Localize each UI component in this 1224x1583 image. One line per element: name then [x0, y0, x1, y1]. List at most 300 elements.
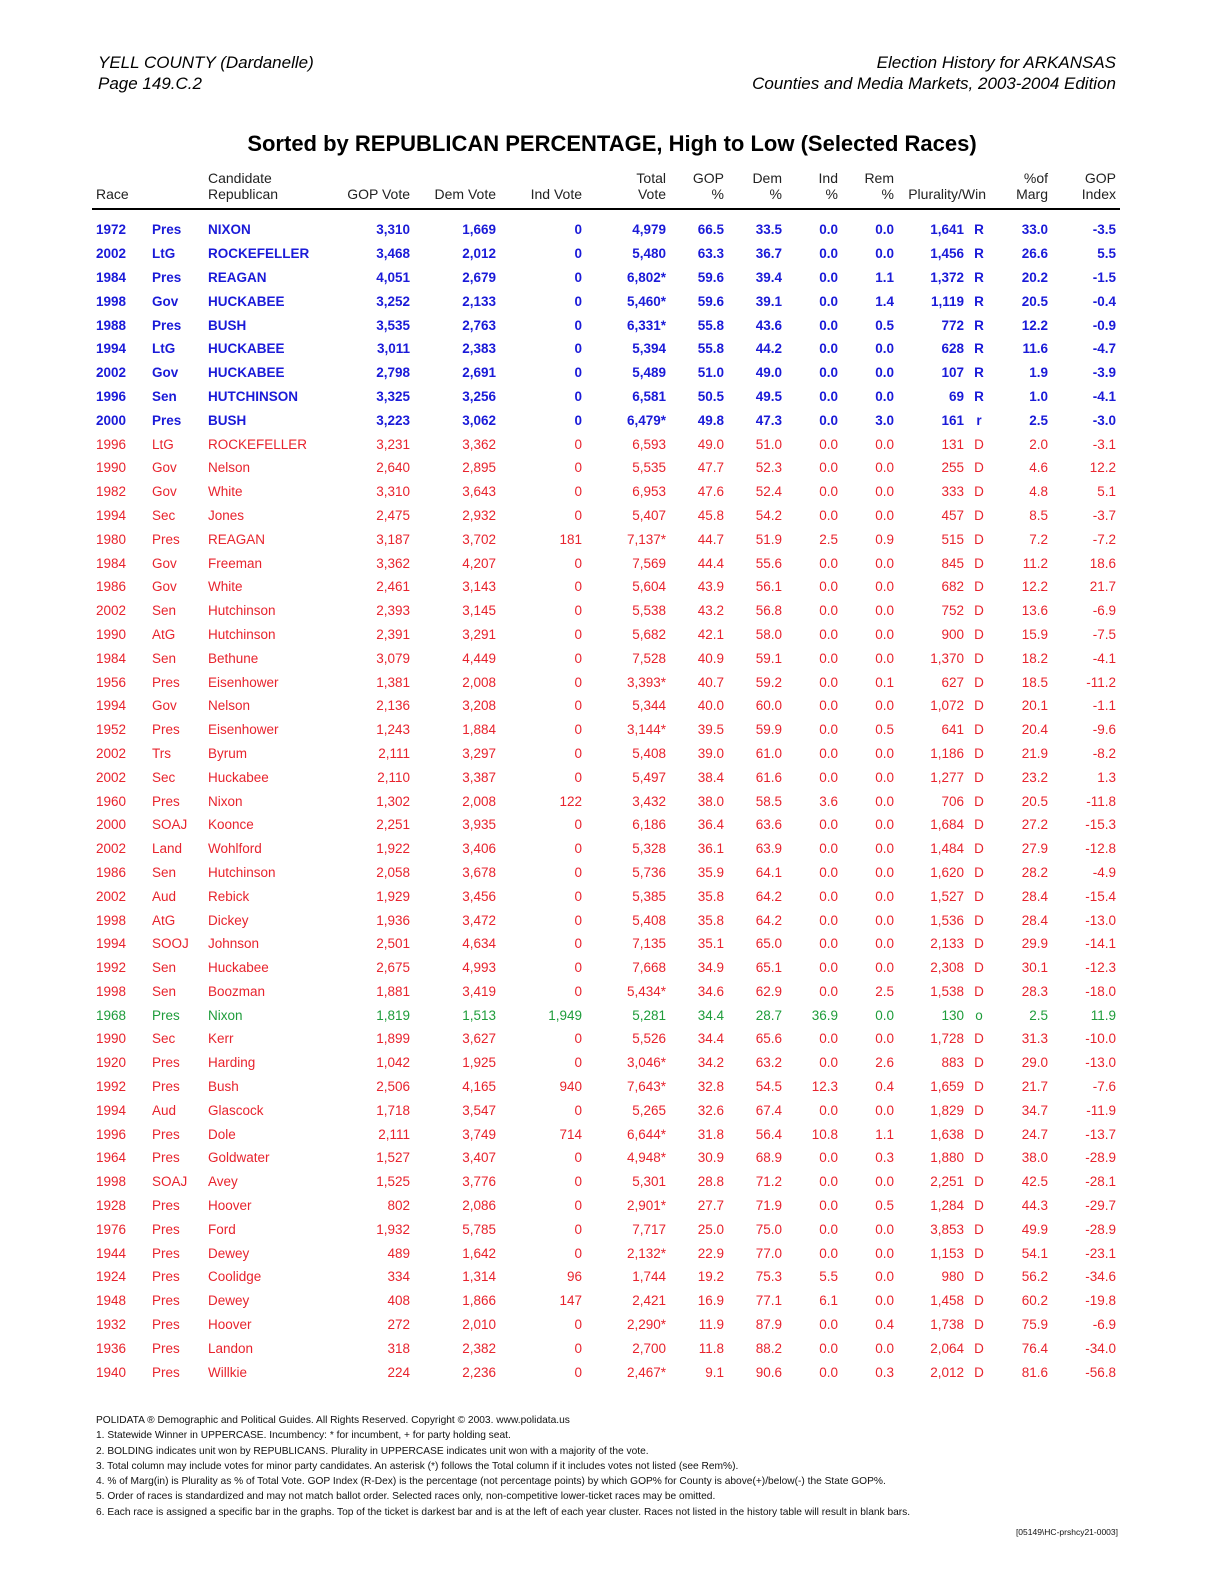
row-year: 2002 [96, 745, 127, 761]
row-office: Sec [152, 507, 176, 523]
row-candidate: Wohlford [208, 841, 262, 857]
row-gop-index: -13.0 [1085, 1055, 1116, 1071]
row-gop-vote: 1,899 [376, 1031, 410, 1047]
table-row [92, 670, 1120, 694]
row-candidate: White [208, 484, 243, 500]
row-office: Gov [152, 555, 177, 571]
row-margin: 2.5 [1029, 1007, 1048, 1023]
row-rem-pct: 2.5 [875, 983, 894, 999]
row-dem-vote: 3,406 [462, 841, 496, 857]
row-year: 2002 [96, 841, 127, 857]
row-candidate: Nelson [208, 460, 251, 476]
row-ind-vote: 0 [574, 1317, 582, 1333]
row-dem-vote: 2,008 [462, 674, 496, 690]
row-ind-vote: 0 [574, 484, 582, 500]
row-ind-vote: 0 [574, 246, 582, 262]
row-year: 1992 [96, 1079, 127, 1095]
row-margin: 27.9 [1021, 841, 1048, 857]
row-year: 1990 [96, 626, 127, 642]
row-gop-index: 5.1 [1097, 484, 1116, 500]
row-rem-pct: 0.0 [875, 626, 894, 642]
row-ind-vote: 0 [574, 1150, 582, 1166]
row-total-vote: 5,394 [632, 341, 666, 357]
row-gop-pct: 27.7 [697, 1198, 724, 1214]
row-rem-pct: 0.0 [875, 246, 894, 262]
row-rem-pct: 0.0 [875, 698, 894, 714]
footnote-line: POLIDATA ® Demographic and Political Guides. All Rights Reserved. Copyright © 2003. www.polidata.us [96, 1415, 570, 1426]
col-margin: %of Marg [1016, 170, 1048, 202]
row-dem-pct: 68.9 [755, 1150, 782, 1166]
row-year: 1936 [96, 1340, 127, 1356]
row-margin: 49.9 [1021, 1221, 1048, 1237]
row-ind-pct: 0.0 [819, 1364, 838, 1380]
table-row [92, 718, 1120, 742]
row-rem-pct: 0.0 [875, 484, 894, 500]
row-gop-index: -3.9 [1092, 365, 1116, 381]
row-office: Pres [152, 222, 182, 238]
row-margin: 20.5 [1021, 793, 1048, 809]
row-winner: R [974, 246, 984, 262]
row-margin: 30.1 [1021, 960, 1048, 976]
row-year: 1932 [96, 1317, 127, 1333]
row-candidate: Eisenhower [208, 722, 279, 738]
row-ind-vote: 0 [574, 269, 582, 285]
row-gop-index: -28.9 [1085, 1221, 1116, 1237]
table-row [92, 456, 1120, 480]
row-office: Pres [152, 674, 180, 690]
table-row [92, 908, 1120, 932]
row-gop-pct: 40.9 [697, 650, 724, 666]
row-margin: 12.2 [1021, 317, 1048, 333]
row-ind-pct: 0.0 [819, 1174, 838, 1190]
row-gop-vote: 2,798 [376, 365, 410, 381]
row-dem-vote: 3,678 [462, 864, 496, 880]
table-header-row [92, 170, 1120, 209]
row-year: 1964 [96, 1150, 127, 1166]
row-gop-pct: 11.9 [698, 1317, 724, 1333]
row-ind-vote: 0 [574, 222, 582, 238]
row-gop-index: -4.1 [1092, 650, 1116, 666]
row-gop-pct: 38.4 [697, 769, 724, 785]
row-gop-index: -1.5 [1092, 269, 1116, 285]
row-winner: D [974, 793, 984, 809]
footnote-line: 3. Total column may include votes for minor party candidates. An asterisk (*) follows the Total column if it includes votes not listed (see Rem%). [96, 1460, 739, 1472]
row-plurality: 706 [941, 793, 964, 809]
row-margin: 29.0 [1021, 1055, 1048, 1071]
row-gop-vote: 2,506 [376, 1079, 410, 1095]
row-dem-vote: 3,145 [462, 603, 496, 619]
row-candidate: Freeman [208, 555, 263, 571]
row-gop-pct: 66.5 [697, 222, 724, 238]
row-candidate: Nixon [208, 793, 243, 809]
row-total-vote: 5,736 [632, 864, 666, 880]
row-candidate: Johnson [208, 936, 260, 952]
row-winner: R [974, 388, 984, 404]
row-gop-index: -3.1 [1092, 436, 1116, 452]
row-dem-vote: 3,643 [462, 484, 496, 500]
table-row [92, 956, 1120, 980]
row-dem-vote: 2,012 [462, 246, 496, 262]
row-year: 1990 [96, 1031, 127, 1047]
row-dem-vote: 3,702 [462, 531, 496, 547]
row-gop-index: -9.6 [1092, 722, 1116, 738]
row-margin: 18.5 [1021, 674, 1048, 690]
table-row [92, 1194, 1120, 1218]
row-total-vote: 6,331* [626, 317, 666, 333]
row-gop-pct: 28.8 [697, 1174, 724, 1190]
row-dem-vote: 1,314 [462, 1269, 496, 1285]
row-rem-pct: 0.0 [875, 745, 894, 761]
row-gop-vote: 2,675 [376, 960, 410, 976]
table-row [92, 599, 1120, 623]
row-dem-pct: 52.4 [755, 484, 782, 500]
row-total-vote: 2,421 [632, 1293, 666, 1309]
row-winner: D [974, 460, 984, 476]
row-gop-index: -4.9 [1092, 864, 1116, 880]
row-gop-index: -14.1 [1085, 936, 1116, 952]
row-office: Pres [152, 317, 182, 333]
row-plurality: 1,641 [930, 222, 964, 238]
row-ind-vote: 0 [574, 579, 582, 595]
row-gop-index: -3.5 [1092, 222, 1116, 238]
row-total-vote: 7,569 [632, 555, 666, 571]
table-row [92, 337, 1120, 361]
row-gop-vote: 1,527 [376, 1150, 410, 1166]
row-gop-index: -28.9 [1085, 1150, 1116, 1166]
row-ind-vote: 0 [574, 1245, 582, 1261]
row-rem-pct: 0.9 [875, 531, 894, 547]
row-dem-pct: 65.6 [755, 1031, 782, 1047]
row-total-vote: 5,385 [632, 888, 666, 904]
row-dem-pct: 65.0 [755, 936, 782, 952]
row-ind-pct: 0.0 [819, 745, 838, 761]
row-year: 2000 [96, 817, 127, 833]
row-candidate: ROCKEFELLER [208, 246, 310, 262]
row-candidate: Hoover [208, 1198, 252, 1214]
row-winner: D [974, 484, 984, 500]
row-margin: 21.7 [1021, 1079, 1048, 1095]
row-winner: R [974, 365, 984, 381]
row-gop-vote: 2,475 [376, 507, 410, 523]
row-dem-pct: 55.6 [755, 555, 782, 571]
row-winner: D [974, 1364, 984, 1380]
row-margin: 26.6 [1021, 246, 1048, 262]
row-plurality: 2,308 [930, 960, 964, 976]
row-total-vote: 5,408 [632, 745, 666, 761]
row-ind-vote: 0 [574, 1198, 582, 1214]
row-winner: D [974, 745, 984, 761]
row-office: Sen [152, 960, 177, 976]
row-plurality: 1,072 [930, 698, 964, 714]
row-office: Aud [152, 1102, 177, 1118]
row-gop-index: -6.9 [1092, 603, 1116, 619]
row-total-vote: 7,135 [632, 936, 666, 952]
row-margin: 4.6 [1029, 460, 1048, 476]
row-gop-pct: 11.8 [698, 1340, 724, 1356]
footnote-line: 6. Each race is assigned a specific bar in the graphs. Top of the ticket is darkest bar and is at the left of each year cluster. Races not listed in the history table will result in blank bars. [96, 1506, 911, 1518]
row-dem-pct: 52.3 [755, 460, 782, 476]
row-total-vote: 5,301 [632, 1174, 666, 1190]
row-ind-vote: 0 [574, 864, 582, 880]
row-ind-vote: 0 [574, 1055, 582, 1071]
row-office: Pres [152, 1126, 180, 1142]
row-ind-pct: 0.0 [819, 1150, 838, 1166]
row-winner: D [974, 1221, 984, 1237]
row-dem-vote: 3,297 [462, 745, 496, 761]
row-ind-vote: 0 [574, 983, 582, 999]
table-row [92, 408, 1120, 432]
table-row [92, 1265, 1120, 1289]
row-ind-pct: 0.0 [819, 436, 838, 452]
row-candidate: Willkie [208, 1364, 247, 1380]
row-total-vote: 6,593 [632, 436, 666, 452]
row-ind-vote: 0 [574, 1221, 582, 1237]
row-candidate: Coolidge [208, 1269, 262, 1285]
row-gop-vote: 1,042 [376, 1055, 410, 1071]
row-dem-pct: 28.7 [755, 1007, 782, 1023]
row-winner: D [974, 436, 984, 452]
row-ind-vote: 0 [574, 436, 582, 452]
row-plurality: 1,659 [930, 1079, 964, 1095]
row-gop-vote: 1,922 [376, 841, 410, 857]
row-rem-pct: 0.4 [875, 1079, 894, 1095]
table-row [92, 1075, 1120, 1099]
row-dem-pct: 39.4 [755, 269, 782, 285]
row-gop-pct: 47.6 [697, 484, 724, 500]
row-margin: 8.5 [1029, 507, 1048, 523]
row-dem-pct: 62.9 [755, 983, 782, 999]
row-dem-pct: 59.2 [755, 674, 782, 690]
row-rem-pct: 0.0 [875, 1174, 894, 1190]
row-gop-index: -11.9 [1086, 1102, 1116, 1118]
row-rem-pct: 0.0 [875, 650, 894, 666]
row-gop-vote: 4,051 [376, 269, 410, 285]
row-total-vote: 5,489 [632, 365, 666, 381]
col-ind-pct: Ind % [818, 170, 838, 202]
row-rem-pct: 0.0 [875, 864, 894, 880]
row-total-vote: 6,953 [632, 484, 666, 500]
row-total-vote: 5,480 [632, 246, 666, 262]
row-gop-index: -28.1 [1085, 1174, 1116, 1190]
row-ind-vote: 181 [559, 531, 582, 547]
row-dem-pct: 44.2 [755, 341, 782, 357]
footnotes [96, 1413, 1121, 1520]
row-gop-pct: 42.1 [697, 626, 724, 642]
row-total-vote: 5,434* [626, 983, 666, 999]
table-row [92, 1051, 1120, 1075]
col-gop-index: GOP Index [1081, 170, 1116, 202]
row-dem-pct: 54.2 [755, 507, 782, 523]
row-candidate: Dewey [208, 1245, 250, 1261]
row-gop-pct: 44.7 [697, 531, 724, 547]
row-total-vote: 5,328 [632, 841, 666, 857]
row-year: 1976 [96, 1221, 127, 1237]
row-gop-vote: 318 [387, 1340, 410, 1356]
row-ind-vote: 0 [574, 650, 582, 666]
row-gop-index: 5.5 [1097, 246, 1116, 262]
row-dem-pct: 64.2 [755, 912, 782, 928]
row-ind-pct: 2.5 [819, 531, 838, 547]
col-race: Race [96, 186, 129, 202]
row-ind-pct: 0.0 [819, 960, 838, 976]
row-rem-pct: 0.0 [875, 365, 894, 381]
row-ind-pct: 0.0 [819, 841, 838, 857]
row-candidate: BUSH [208, 317, 247, 333]
row-ind-vote: 0 [574, 1364, 582, 1380]
row-gop-index: -4.1 [1092, 388, 1116, 404]
row-rem-pct: 3.0 [875, 412, 894, 428]
row-rem-pct: 0.0 [875, 817, 894, 833]
row-total-vote: 2,467* [626, 1364, 666, 1380]
row-office: Pres [152, 1055, 180, 1071]
table-row [92, 1122, 1120, 1146]
row-dem-pct: 56.1 [755, 579, 782, 595]
row-margin: 2.5 [1029, 412, 1048, 428]
row-dem-vote: 2,691 [462, 365, 496, 381]
table-row [92, 813, 1120, 837]
row-office: Pres [152, 793, 180, 809]
table-row [92, 385, 1120, 409]
row-candidate: Hutchinson [208, 603, 276, 619]
row-gop-index: -13.0 [1085, 912, 1116, 928]
row-gop-index: 18.6 [1089, 555, 1116, 571]
col-dem-pct: Dem % [752, 170, 782, 202]
row-candidate: Bush [208, 1079, 239, 1095]
row-year: 2002 [96, 365, 127, 381]
row-candidate: Huckabee [208, 769, 269, 785]
row-dem-pct: 61.6 [755, 769, 782, 785]
row-ind-vote: 1,949 [548, 1007, 582, 1023]
row-year: 1972 [96, 222, 127, 238]
row-margin: 34.7 [1021, 1102, 1048, 1118]
row-candidate: Jones [208, 507, 245, 523]
row-total-vote: 5,604 [632, 579, 666, 595]
row-ind-pct: 0.0 [819, 317, 838, 333]
row-winner: D [974, 626, 984, 642]
row-margin: 23.2 [1021, 769, 1048, 785]
row-margin: 81.6 [1021, 1364, 1048, 1380]
row-dem-vote: 3,362 [462, 436, 496, 452]
row-year: 1948 [96, 1293, 127, 1309]
row-office: Sen [152, 983, 177, 999]
row-dem-pct: 54.5 [755, 1079, 782, 1095]
row-margin: 20.4 [1021, 722, 1048, 738]
row-ind-vote: 0 [574, 1102, 582, 1118]
row-gop-vote: 224 [387, 1364, 410, 1380]
row-margin: 13.6 [1021, 603, 1048, 619]
row-ind-pct: 0.0 [819, 388, 838, 404]
row-candidate: Hutchinson [208, 626, 276, 642]
row-year: 1982 [96, 484, 127, 500]
table-row [92, 623, 1120, 647]
row-dem-pct: 51.0 [755, 436, 782, 452]
row-winner: D [974, 555, 984, 571]
row-gop-vote: 1,525 [376, 1174, 410, 1190]
row-total-vote: 5,265 [632, 1102, 666, 1118]
row-dem-pct: 65.1 [755, 960, 782, 976]
row-gop-pct: 25.0 [697, 1221, 724, 1237]
row-total-vote: 5,682 [632, 626, 666, 642]
row-office: Pres [152, 1364, 180, 1380]
row-candidate: Byrum [208, 745, 248, 761]
row-dem-pct: 75.3 [755, 1269, 782, 1285]
table-row [92, 694, 1120, 718]
row-ind-pct: 0.0 [819, 888, 838, 904]
col-candidate: Candidate Republican [208, 170, 279, 202]
row-gop-pct: 34.4 [697, 1007, 724, 1023]
row-margin: 1.9 [1029, 365, 1048, 381]
row-winner: D [974, 1198, 984, 1214]
row-dem-vote: 1,866 [462, 1293, 496, 1309]
row-ind-vote: 940 [559, 1079, 582, 1095]
row-dem-pct: 47.3 [755, 412, 782, 428]
row-margin: 7.2 [1029, 531, 1048, 547]
row-dem-vote: 1,642 [462, 1245, 496, 1261]
row-rem-pct: 0.0 [875, 222, 894, 238]
footnote-line: 1. Statewide Winner in UPPERCASE. Incumbency: * for incumbent, + for party holding seat. [96, 1430, 511, 1442]
row-plurality: 3,853 [930, 1221, 964, 1237]
row-total-vote: 3,046* [626, 1055, 666, 1071]
table-row [92, 242, 1120, 266]
row-office: AtG [152, 912, 176, 928]
row-margin: 28.3 [1021, 983, 1048, 999]
row-total-vote: 7,668 [632, 960, 666, 976]
row-office: Pres [152, 1293, 180, 1309]
row-winner: D [974, 1150, 984, 1166]
row-total-vote: 5,538 [632, 603, 666, 619]
row-gop-vote: 2,111 [378, 1126, 410, 1142]
row-plurality: 255 [941, 460, 964, 476]
row-candidate: White [208, 579, 243, 595]
row-winner: D [974, 1174, 984, 1190]
row-candidate: Ford [208, 1221, 236, 1237]
row-plurality: 1,728 [930, 1031, 964, 1047]
row-gop-pct: 38.0 [697, 793, 724, 809]
row-gop-pct: 34.2 [697, 1055, 724, 1071]
row-rem-pct: 0.0 [875, 960, 894, 976]
row-gop-vote: 3,310 [376, 222, 410, 238]
row-dem-vote: 3,749 [462, 1126, 496, 1142]
row-gop-vote: 272 [387, 1317, 410, 1333]
row-margin: 31.3 [1021, 1031, 1048, 1047]
row-gop-index: -10.0 [1085, 1031, 1116, 1047]
col-dem-vote: Dem Vote [434, 186, 496, 202]
row-office: Gov [152, 698, 177, 714]
row-total-vote: 4,979 [632, 222, 666, 238]
row-candidate: Landon [208, 1340, 254, 1356]
row-gop-vote: 1,718 [376, 1102, 410, 1118]
row-gop-vote: 2,111 [378, 745, 410, 761]
row-year: 1998 [96, 983, 127, 999]
row-year: 1984 [96, 269, 127, 285]
row-dem-vote: 3,935 [462, 817, 496, 833]
row-dem-pct: 56.8 [755, 603, 782, 619]
row-dem-vote: 3,062 [462, 412, 496, 428]
row-office: Pres [152, 531, 180, 547]
row-dem-pct: 36.7 [755, 246, 782, 262]
row-plurality: 2,133 [930, 936, 964, 952]
row-office: Pres [152, 1150, 180, 1166]
row-rem-pct: 1.1 [875, 269, 894, 285]
row-plurality: 1,186 [930, 745, 964, 761]
row-office: Trs [152, 745, 171, 761]
row-candidate: Hutchinson [208, 864, 276, 880]
row-dem-vote: 3,776 [462, 1174, 496, 1190]
row-gop-index: -19.8 [1085, 1293, 1116, 1309]
table-row [92, 1003, 1120, 1027]
row-ind-pct: 0.0 [819, 603, 838, 619]
row-total-vote: 5,535 [632, 460, 666, 476]
